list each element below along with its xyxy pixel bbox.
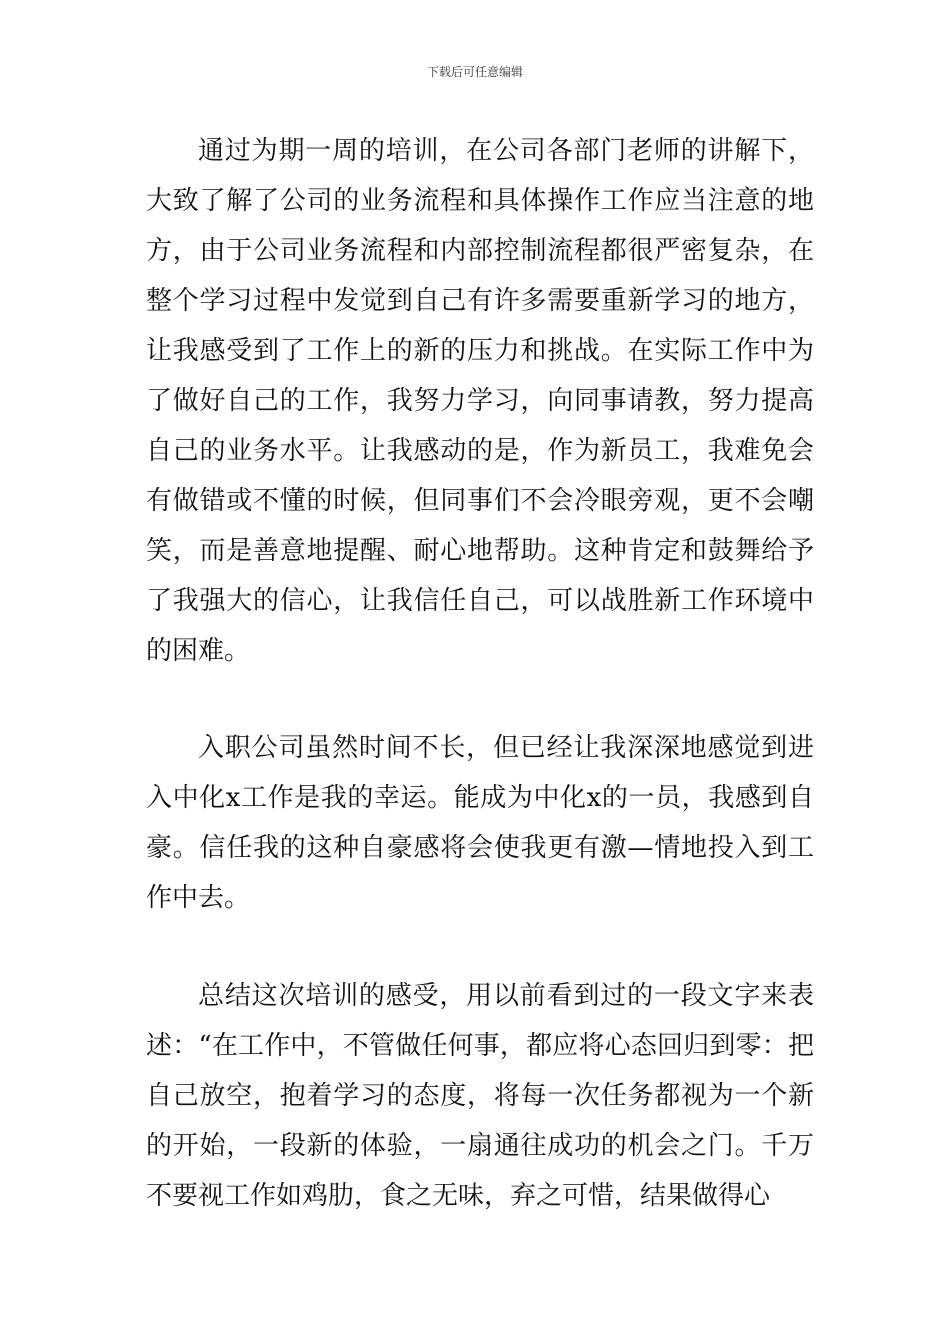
paragraph-joining-company: 入职公司虽然时间不长，但已经让我深深地感觉到进入中化x工作是我的幸运。能成为中化x的一员，我感到自豪。信任我的这种自豪感将会使我更有激—情地投入到工作中去。	[146, 733, 814, 913]
paragraph-summary: 总结这次培训的感受，用以前看到过的一段文字来表述：“在工作中，不管做任何事，都应将心态回归到零：把自己放空，抱着学习的态度，将每一次任务都视为一个新的开始，一段新的体验，一扇通往成功的机会之门。千万不要视工作如鸡肋，食之无味，弃之可惜，结果做得心	[146, 981, 814, 1211]
page-header: 下载后可任意编辑	[426, 65, 523, 79]
paragraph-training-experience: 通过为期一周的培训，在公司各部门老师的讲解下，大致了解了公司的业务流程和具体操作工作应当注意的地方，由于公司业务流程和内部控制流程都很严密复杂，在整个学习过程中发觉到自己有许多需要重新学习的地方，让我感受到了工作上的新的压力和挑战。在实际工作中为了做好自己的工作，我努力学习，向同事请教，努力提高自己的业务水平。让我感动的是，作为新员工，我难免会有做错或不懂的时候，但同事们不会冷眼旁观，更不会嘲笑，而是善意地提醒、耐心地帮助。这种肯定和鼓舞给予了我强大的信心，让我信任自己，可以战胜新工作环境中的困难。	[146, 136, 814, 666]
